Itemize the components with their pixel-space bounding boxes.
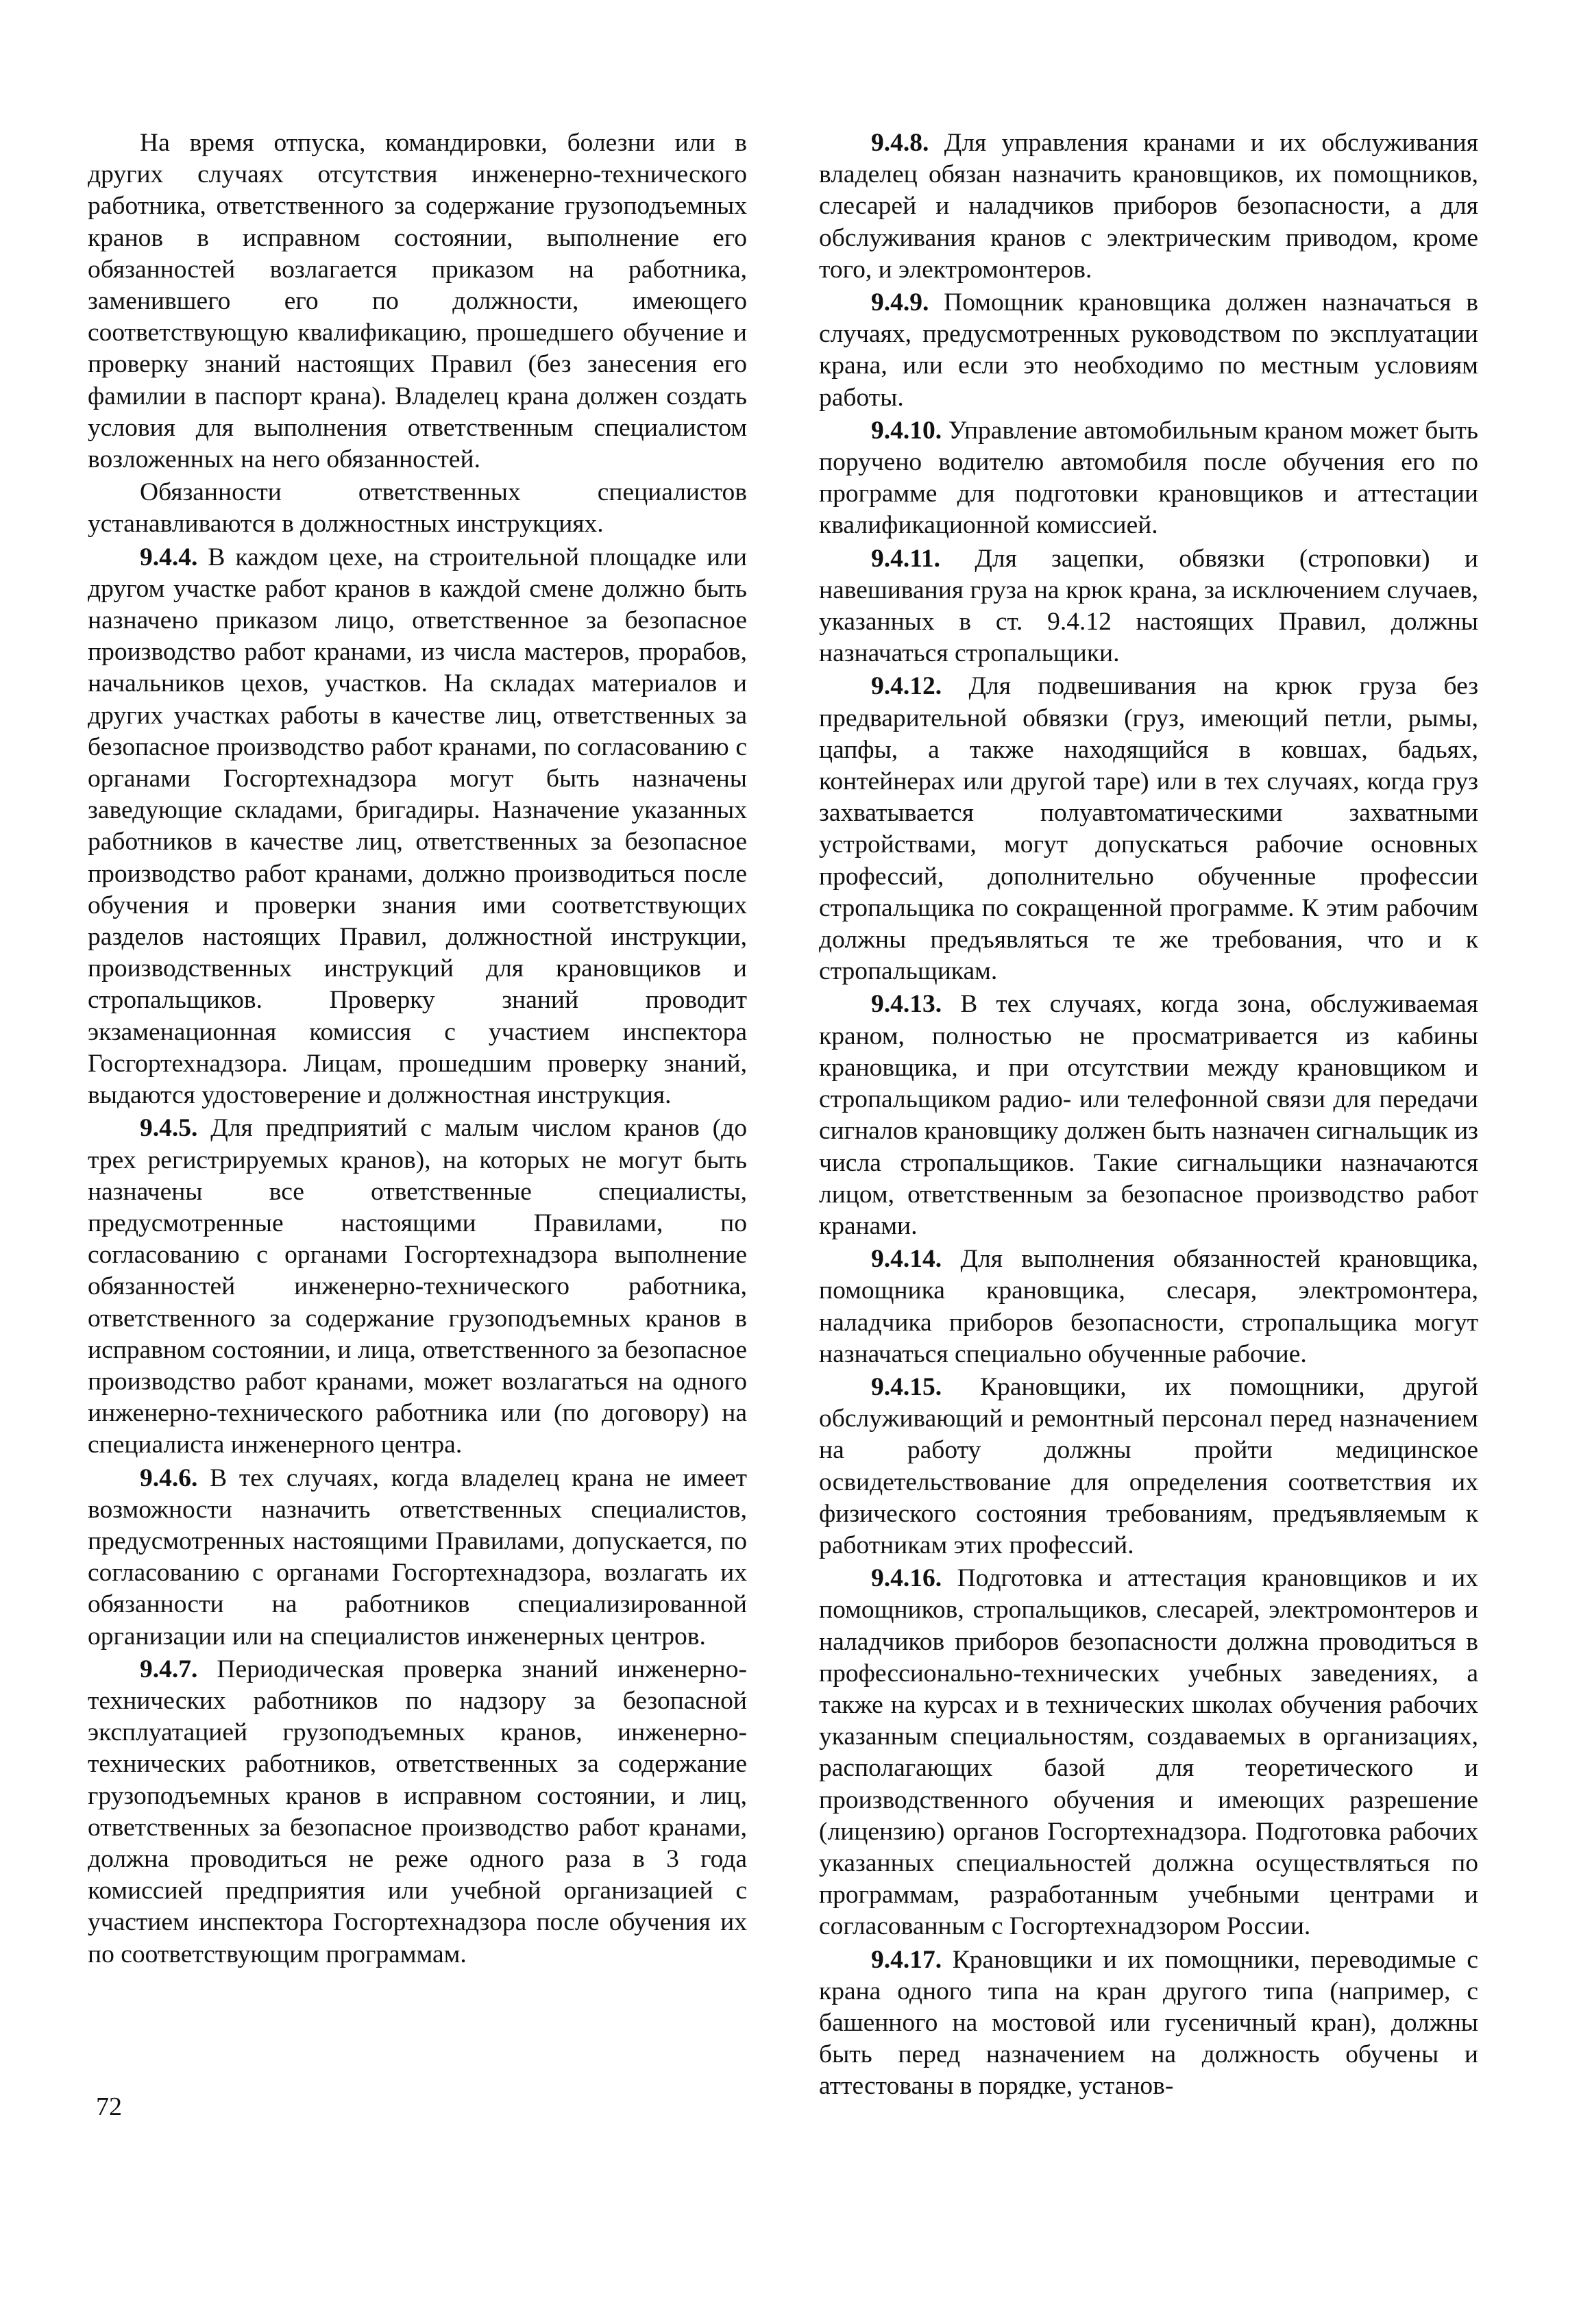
paragraph-text: Для предприятий с малым числом кранов (до трех регистрируемых кранов), на которых не могут быть назначены все ответственные специалисты, предусмотренные настоящими Правилами, по согласованию с органами Госгортехнадзора выполнение обязанностей инженерно-технического работника, ответственного за содержание грузоподъемных кранов в исправном состоянии, и лица, ответственного за безопасное производство работ кранами, может возлагаться на одного инженерно-технического работника или (по договору) на специалиста инженерного центра.: [88, 1114, 747, 1459]
paragraph: [819, 543, 1478, 670]
paragraph-text: Для зацепки, обвязки (строповки) и навешивания груза на крюк крана, за исключением случаев, указанных в ст. 9.4.12 настоящих Правил, должны назначаться стропальщики.: [819, 544, 1478, 668]
paragraph-text: В тех случаях, когда владелец крана не имеет возможности назначить ответственных специалистов, предусмотренных настоящими Правилами, допускается, по согласованию с органами Госгортехнадзора, возлагать их обязанности на работников специализированной организации или на специалистов инженерных центров.: [88, 1463, 748, 1651]
paragraph-number: 9.4.8.: [871, 129, 929, 157]
paragraph-text: Управление автомобильным краном может быть поручено водителю автомобиля после обучения его по программе для подготовки крановщиков и аттестации квалификационной комиссией.: [819, 416, 1478, 540]
paragraph-number: 9.4.10.: [871, 416, 942, 445]
paragraph: [819, 671, 1478, 987]
paragraph-text: В тех случаях, когда зона, обслуживаемая краном, полностью не просматривается из кабины крановщика, и при отсутствии между крановщиком и стропальщиком радио- или телефонной связи для передачи сигналов крановщику должен быть назначен сигнальщик из числа стропальщиков. Такие сигнальщики назначаются лицом, ответственным за безопасное производство работ кранами.: [819, 990, 1478, 1240]
paragraph-text: Для управления кранами и их обслуживания владелец обязан назначить крановщиков, их помощников, слесарей и наладчиков приборов безопасности, а для обслуживания кранов с электрическим приводом, кроме того, и электромонтеров.: [819, 129, 1478, 284]
left-column: [88, 127, 747, 1972]
paragraph: [88, 1113, 747, 1461]
paragraph: [819, 1563, 1478, 1942]
paragraph-text: Для подвешивания на крюк груза без предварительной обвязки (груз, имеющий петли, рымы, цапфы, а также находящийся в ковшах, бадьях, контейнерах или другой таре) или в тех случаях, когда груз захватывается полуавтоматическими захватными устройствами, могут допускаться рабочие основных профессий, дополнительно обученные профессии стропальщика по сокращенной программе. К этим рабочим должны предъявляться те же требования, что и к стропальщикам.: [819, 672, 1479, 986]
paragraph-text: На время отпуска, командировки, болезни или в других случаях отсутствия инженерно-технического работника, ответственного за содержание грузоподъемных кранов в исправном состоянии, выполнение его обязанностей возлагается приказом на работника, заменившего его по должности, имеющего соответствующую квалификацию, прошедшего обучение и проверку знаний настоящих Правил (без занесения его фамилии в паспорт крана). Владелец крана должен создать условия для выполнения ответственным специалистом возложенных на него обязанностей.: [88, 129, 747, 474]
paragraph: [88, 1654, 747, 1970]
paragraph-number: 9.4.14.: [871, 1245, 942, 1274]
paragraph: [88, 127, 747, 475]
paragraph-number: 9.4.13.: [871, 990, 942, 1019]
paragraph-text: Обязанности ответственных специалистов устанавливаются в должностных инструкциях.: [88, 478, 747, 539]
paragraph: [819, 127, 1478, 286]
paragraph: [819, 287, 1478, 414]
paragraph-text: Крановщики, их помощники, другой обслуживающий и ремонтный персонал перед назначением на работу должны пройти медицинское освидетельствование для определения соответствия их физического состояния требованиям, предъявляемым к работникам этих профессий.: [819, 1372, 1479, 1559]
paragraph-text: Подготовка и аттестация крановщиков и их помощников, стропальщиков, слесарей, электромонтеров и наладчиков приборов безопасности должна проводиться в профессионально-технических учебных заведениях, а также на курсах и в технических школах обучения рабочих указанным специальностям, создаваемых в организациях, располагающих базой для теоретического и производственного обучения и имеющих разрешение (лицензию) органов Госгортехнадзора. Подготовка рабочих указанных специальностей должна осуществляться по программам, разработанным учебными центрами и согласованным с Госгортехнадзором России.: [819, 1564, 1478, 1941]
paragraph-text: Периодическая проверка знаний инженерно-технических работников по надзору за безопасной эксплуатацией грузоподъемных кранов, инженерно-технических работников, ответственных за содержание грузоподъемных кранов в исправном состоянии, и лиц, ответственных за безопасное производство работ кранами, должна проводиться не реже одного раза в 3 года комиссией предприятия или учебной организацией с участием инспектора Госгортехнадзора после обучения их по соответствующим программам.: [88, 1655, 747, 1968]
paragraph: [88, 477, 747, 540]
right-column: [819, 127, 1478, 2104]
paragraph: [819, 415, 1478, 542]
paragraph-text: Для выполнения обязанностей крановщика, помощника крановщика, слесаря, электромонтера, наладчика приборов безопасности, стропальщика могут назначаться специально обученные рабочие.: [819, 1245, 1478, 1368]
paragraph: [88, 1463, 747, 1653]
page-number: 72: [96, 2092, 122, 2121]
paragraph-number: 9.4.7.: [140, 1655, 198, 1683]
paragraph-number: 9.4.6.: [140, 1463, 198, 1492]
paragraph: [819, 1944, 1478, 2103]
paragraph-number: 9.4.5.: [140, 1114, 198, 1143]
paragraph-text: Крановщики и их помощники, переводимые с крана одного типа на кран другого типа (например, с башенного на мостовой или гусеничный кран), должны быть перед назначением на должность обучены и аттестованы в порядке, установ-: [819, 1945, 1479, 2101]
paragraph-number: 9.4.16.: [871, 1564, 942, 1593]
paragraph-number: 9.4.15.: [871, 1372, 942, 1401]
paragraph-text: Помощник крановщика должен назначаться в случаях, предусмотренных руководством по эксплуатации крана, или если это необходимо по местным условиям работы.: [819, 288, 1478, 412]
paragraph: [88, 542, 747, 1112]
paragraph: [819, 1372, 1478, 1561]
paragraph-number: 9.4.17.: [871, 1945, 942, 1974]
paragraph-text: В каждом цехе, на строительной площадке или другом участке работ кранов в каждой смене должно быть назначено приказом лицо, ответственное за безопасное производство работ кранами, из числа мастеров, прорабов, начальников цехов, участков. На складах материалов и других участках работы в качестве лиц, ответственных за безопасное производство работ кранами, по согласованию с органами Госгортехнадзора могут быть назначены заведующие складами, бригадиры. Назначение указанных работников в качестве лиц, ответственных за безопасное производство работ кранами, должно производиться после обучения и проверки знания ими соответствующих разделов настоящих Правил, должностной инструкции, производственных инструкций для крановщиков и стропальщиков. Проверку знаний проводит экзаменационная комиссия с участием инспектора Госгортехнадзора. Лицам, прошедшим проверку знаний, выдаются удостоверение и должностная инструкция.: [88, 543, 747, 1110]
paragraph-number: 9.4.12.: [871, 672, 942, 701]
paragraph: [819, 989, 1478, 1242]
paragraph: [819, 1244, 1478, 1370]
paragraph-number: 9.4.4.: [140, 543, 198, 571]
paragraph-number: 9.4.9.: [871, 288, 929, 317]
paragraph-number: 9.4.11.: [871, 544, 941, 573]
